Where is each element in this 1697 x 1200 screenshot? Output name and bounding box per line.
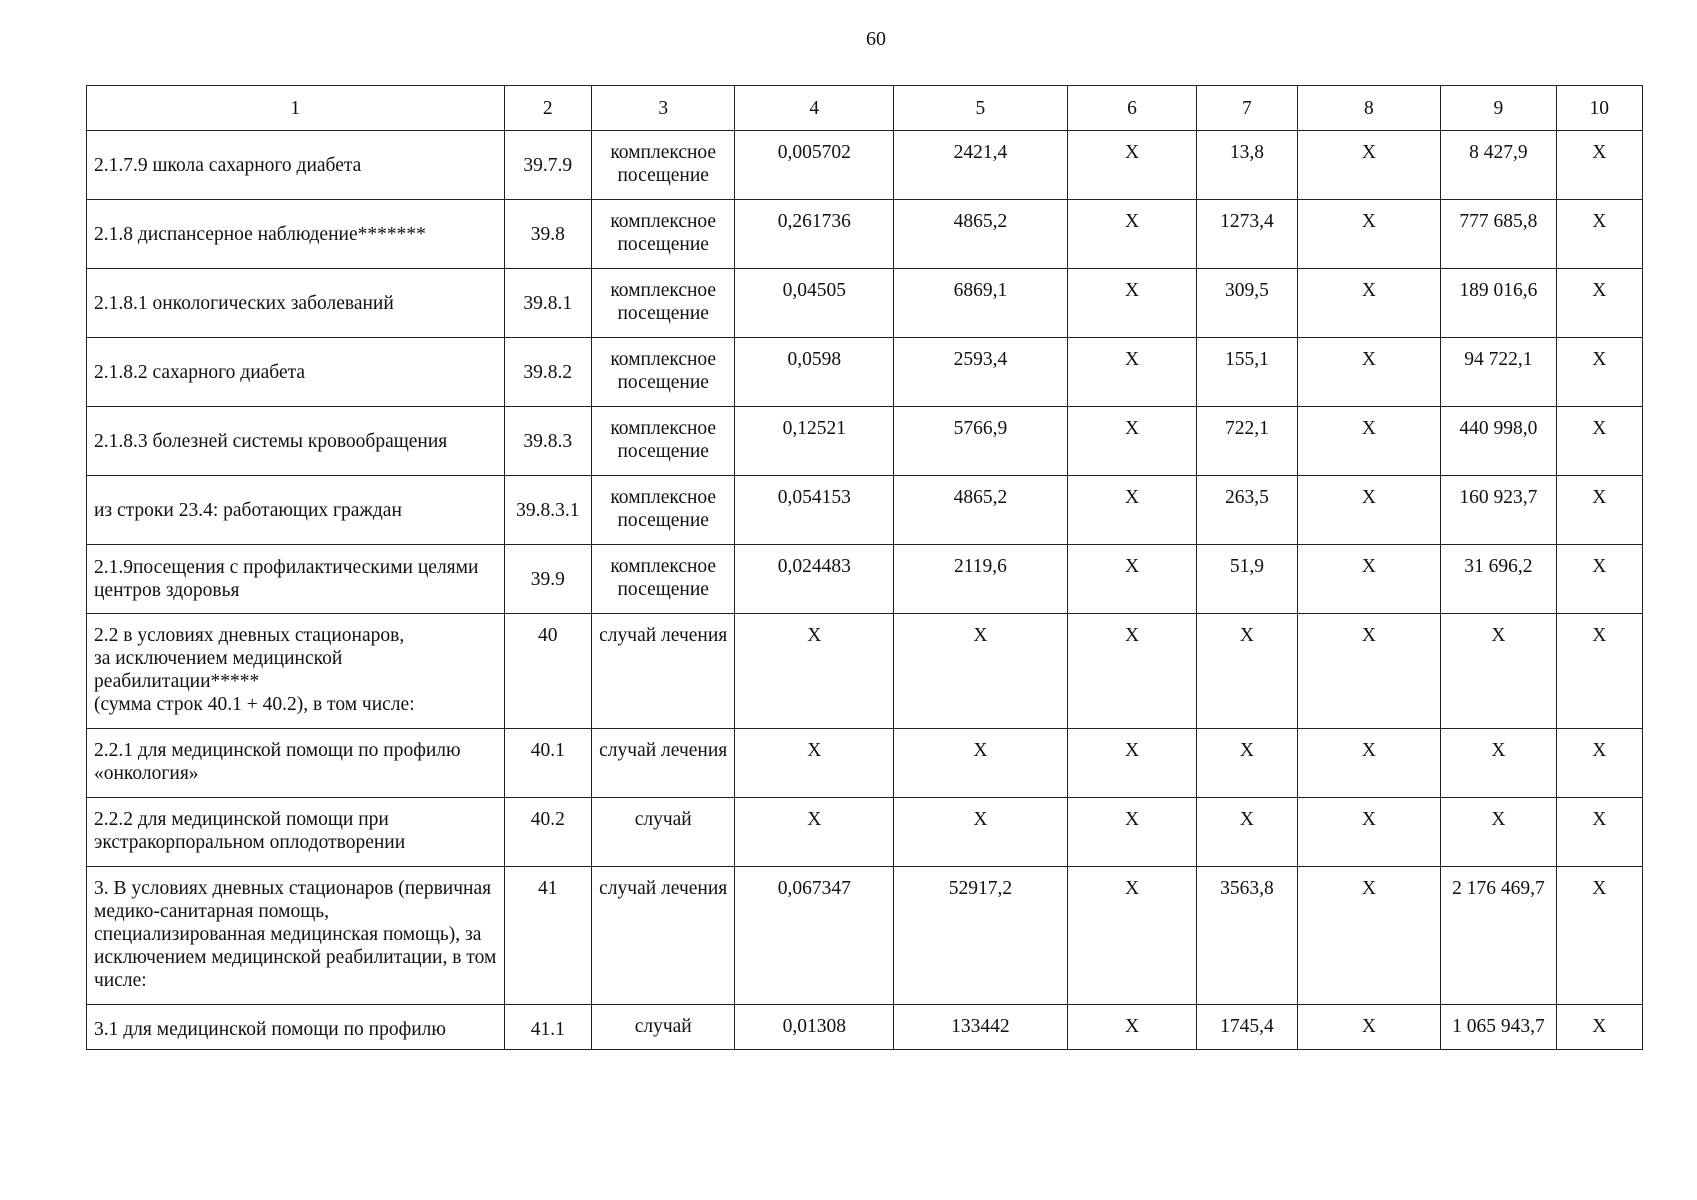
value-cell [1297,545,1441,614]
row-name: 2.1.8.2 сахарного диабета [94,361,306,383]
row-name: 2.2.2 для медицинской помощи при экстракорпоральном оплодотворении [94,809,406,853]
row-unit-cell [591,545,735,614]
value-cell [1297,131,1441,200]
value-c8: X [1361,211,1376,232]
row-unit: комплексное посещение [610,142,717,186]
column-header: 9 [1441,86,1556,131]
value-c4: 0,01308 [782,1016,846,1037]
value-cell [1556,131,1642,200]
value-cell [1067,614,1196,729]
value-c9: 94 722,1 [1464,349,1533,370]
value-cell [1197,614,1297,729]
value-cell [735,269,894,338]
value-cell [1067,338,1196,407]
value-c7: 1745,4 [1220,1016,1274,1037]
value-cell [1197,407,1297,476]
value-cell [1067,407,1196,476]
value-cell [894,798,1068,867]
value-cell [1067,476,1196,545]
value-c9: 31 696,2 [1464,556,1533,577]
row-name: 3.1 для медицинской помощи по профилю [94,1018,446,1040]
row-unit: комплексное посещение [610,211,717,255]
value-c9: X [1491,740,1506,761]
value-c6: X [1124,142,1140,163]
value-c9: 2 176 469,7 [1452,878,1545,899]
value-c7: 309,5 [1224,280,1269,301]
table-row [87,729,1643,798]
value-cell [1441,1005,1556,1050]
value-cell [1556,614,1642,729]
value-cell [1556,798,1642,867]
value-c8: X [1361,142,1376,163]
column-header: 3 [591,86,735,131]
table-row [87,545,1643,614]
value-cell [1441,545,1556,614]
value-cell [894,407,1068,476]
table-row [87,614,1643,729]
value-c5: 2119,6 [953,556,1007,577]
value-cell [894,200,1068,269]
value-cell [1441,200,1556,269]
row-unit-cell [591,867,735,1005]
row-unit: комплексное посещение [610,280,717,324]
column-header: 6 [1067,86,1196,131]
column-header: 8 [1297,86,1441,131]
value-cell [1441,729,1556,798]
column-header: 4 [735,86,894,131]
value-c6: X [1124,1016,1140,1037]
row-name-cell [87,131,505,200]
value-cell [1441,338,1556,407]
value-c8: X [1361,280,1376,301]
row-name-cell [87,407,505,476]
value-c4: 0,005702 [777,142,851,163]
row-unit-cell [591,614,735,729]
value-cell [1197,798,1297,867]
value-cell [1556,200,1642,269]
row-name: 2.1.8 диспансерное наблюдение******* [94,223,426,245]
value-cell [1556,407,1642,476]
value-c9: 8 427,9 [1469,142,1528,163]
row-code-cell [504,1005,591,1050]
value-cell [1556,269,1642,338]
value-c4: X [807,809,822,830]
value-c7: X [1239,809,1254,830]
value-cell [735,200,894,269]
row-code: 39.8 [530,223,565,245]
row-name-cell [87,269,505,338]
row-unit: случай [634,1016,692,1037]
value-c8: X [1361,1016,1376,1037]
table-row [87,867,1643,1005]
value-c10: X [1592,625,1607,646]
value-c6: X [1124,556,1140,577]
value-cell [1297,867,1441,1005]
value-cell [735,476,894,545]
value-cell [1441,407,1556,476]
value-cell [894,338,1068,407]
row-code: 39.8.1 [523,292,573,314]
row-code-cell [504,798,591,867]
value-c10: X [1592,142,1607,163]
value-c6: X [1124,211,1140,232]
value-c5: X [973,809,988,830]
value-c6: X [1124,418,1140,439]
value-c6: X [1124,487,1140,508]
value-c7: 263,5 [1224,487,1269,508]
column-header: 1 [87,86,505,131]
value-cell [1297,729,1441,798]
value-cell [1067,131,1196,200]
value-c7: 1273,4 [1220,211,1274,232]
value-cell [1556,867,1642,1005]
value-c8: X [1361,625,1376,646]
value-cell [735,729,894,798]
value-c10: X [1592,878,1607,899]
value-cell [1441,798,1556,867]
data-table [86,85,1643,1050]
value-cell [894,476,1068,545]
value-cell [1197,729,1297,798]
value-c7: X [1239,740,1254,761]
value-cell [1556,476,1642,545]
row-name: 2.1.9посещения с профилактическими целями центров здоровья [94,557,479,601]
row-code-cell [504,545,591,614]
value-cell [1297,1005,1441,1050]
value-c5: 6869,1 [953,280,1008,301]
value-c9: 189 016,6 [1459,280,1538,301]
row-code-cell [504,614,591,729]
row-name: из строки 23.4: работающих граждан [94,499,402,521]
value-c10: X [1592,809,1607,830]
value-c6: X [1124,280,1140,301]
value-cell [894,867,1068,1005]
value-c4: 0,024483 [777,556,851,577]
value-cell [894,729,1068,798]
row-code-cell [504,476,591,545]
table-row [87,476,1643,545]
value-cell [1197,131,1297,200]
value-cell [1441,867,1556,1005]
value-cell [894,614,1068,729]
row-unit-cell [591,476,735,545]
row-code-cell [504,269,591,338]
value-c8: X [1361,878,1376,899]
value-c8: X [1361,556,1376,577]
value-cell [1297,200,1441,269]
value-c9: 1 065 943,7 [1452,1016,1545,1037]
value-c10: X [1592,1016,1607,1037]
value-cell [1197,269,1297,338]
value-cell [1441,269,1556,338]
value-cell [1197,476,1297,545]
value-cell [1297,798,1441,867]
value-c6: X [1124,625,1140,646]
row-code: 40.1 [530,740,565,761]
row-unit: случай [634,809,692,830]
row-name-cell [87,476,505,545]
column-header: 7 [1197,86,1297,131]
value-cell [894,1005,1068,1050]
row-unit-cell [591,1005,735,1050]
row-unit: случай лечения [599,740,728,761]
value-cell [894,269,1068,338]
value-c8: X [1361,809,1376,830]
row-code: 39.7.9 [523,154,573,176]
row-code: 41.1 [530,1018,565,1040]
value-cell [1556,1005,1642,1050]
value-c9: 160 923,7 [1459,487,1538,508]
column-header: 5 [894,86,1068,131]
value-c8: X [1361,349,1376,370]
value-cell [1441,131,1556,200]
table-row [87,131,1643,200]
value-c5: 52917,2 [948,878,1013,899]
row-code-cell [504,729,591,798]
row-code-cell [504,867,591,1005]
value-cell [735,614,894,729]
value-c5: 2593,4 [953,349,1008,370]
row-unit: случай лечения [599,878,728,899]
value-c7: 51,9 [1229,556,1264,577]
value-c10: X [1592,487,1607,508]
value-cell [1197,200,1297,269]
row-name: 2.1.7.9 школа сахарного диабета [94,154,362,176]
value-c10: X [1592,211,1607,232]
value-c4: 0,04505 [782,280,846,301]
value-cell [1441,614,1556,729]
value-cell [1067,545,1196,614]
value-c4: 0,12521 [782,418,846,439]
value-c5: 133442 [951,1016,1010,1037]
value-cell [1067,200,1196,269]
table-row [87,200,1643,269]
row-unit-cell [591,729,735,798]
table-header-row [87,86,1643,131]
row-code-cell [504,407,591,476]
page-number: 60 [866,28,886,50]
row-name-cell [87,338,505,407]
row-name-cell [87,729,505,798]
value-cell [1067,798,1196,867]
value-c7: 13,8 [1229,142,1264,163]
value-c5: X [973,740,988,761]
value-cell [735,867,894,1005]
value-cell [1197,867,1297,1005]
column-header: 2 [504,86,591,131]
row-code-cell [504,200,591,269]
value-cell [1556,338,1642,407]
value-c5: 4865,2 [953,211,1008,232]
value-c10: X [1592,280,1607,301]
value-c4: X [807,625,822,646]
value-c8: X [1361,487,1376,508]
row-code-cell [504,338,591,407]
row-code: 39.9 [530,568,565,590]
value-c8: X [1361,418,1376,439]
value-c5: 5766,9 [953,418,1008,439]
row-name: 2.1.8.3 болезней системы кровообращения [94,430,448,452]
row-name-cell [87,200,505,269]
value-c9: 440 998,0 [1459,418,1538,439]
row-unit-cell [591,200,735,269]
value-cell [1556,729,1642,798]
row-name-cell [87,867,505,1005]
value-cell [1297,614,1441,729]
value-c10: X [1592,556,1607,577]
row-code: 39.8.3 [523,430,573,452]
row-unit-cell [591,269,735,338]
value-c9: X [1491,625,1506,646]
row-name: 3. В условиях дневных стационаров (первичная медико-санитарная помощь, специализированная медицинская помощь), за исключением медицинской реабилитации, в том числе: [94,878,497,991]
value-cell [1067,1005,1196,1050]
value-cell [1297,269,1441,338]
row-unit-cell [591,798,735,867]
value-cell [1197,545,1297,614]
value-cell [1297,407,1441,476]
row-name: 2.1.8.1 онкологических заболеваний [94,292,394,314]
value-cell [1556,545,1642,614]
value-c10: X [1592,418,1607,439]
value-cell [1067,729,1196,798]
row-unit-cell [591,338,735,407]
table-row [87,338,1643,407]
row-name-cell [87,798,505,867]
value-cell [1067,867,1196,1005]
row-unit: комплексное посещение [610,418,717,462]
value-cell [1197,338,1297,407]
row-unit-cell [591,407,735,476]
row-name-cell [87,1005,505,1050]
value-c7: 722,1 [1224,418,1269,439]
value-c6: X [1124,740,1140,761]
row-code: 40 [538,625,558,646]
value-c10: X [1592,349,1607,370]
row-code: 41 [538,878,558,899]
row-code: 40.2 [530,809,565,830]
row-code-cell [504,131,591,200]
table-row [87,798,1643,867]
value-c5: X [973,625,988,646]
value-cell [1197,1005,1297,1050]
row-name-cell [87,545,505,614]
value-c4: 0,0598 [787,349,842,370]
value-c6: X [1124,878,1140,899]
value-c6: X [1124,349,1140,370]
value-cell [1441,476,1556,545]
row-code: 39.8.2 [523,361,573,383]
value-cell [1297,338,1441,407]
row-name-cell [87,614,505,729]
value-c9: 777 685,8 [1459,211,1538,232]
value-cell [894,545,1068,614]
row-unit-cell [591,131,735,200]
row-unit: комплексное посещение [610,556,717,600]
value-c5: 4865,2 [953,487,1008,508]
row-code: 39.8.3.1 [516,499,580,521]
value-c6: X [1124,809,1140,830]
value-c4: 0,054153 [777,487,851,508]
value-c7: 3563,8 [1220,878,1274,899]
value-cell [735,545,894,614]
value-c7: 155,1 [1224,349,1269,370]
value-c4: 0,261736 [777,211,851,232]
table-row [87,269,1643,338]
value-cell [1067,269,1196,338]
value-cell [1297,476,1441,545]
row-unit: комплексное посещение [610,487,717,531]
table-row [87,407,1643,476]
value-cell [894,131,1068,200]
value-cell [735,131,894,200]
value-c4: X [807,740,822,761]
value-c4: 0,067347 [777,878,851,899]
value-c9: X [1491,809,1506,830]
value-cell [735,338,894,407]
row-name: 2.2.1 для медицинской помощи по профилю «онкология» [94,740,461,784]
row-unit: случай лечения [599,625,728,646]
value-cell [735,798,894,867]
value-c5: 2421,4 [953,142,1008,163]
row-unit: комплексное посещение [610,349,717,393]
table-row [87,1005,1643,1050]
column-header: 10 [1556,86,1642,131]
value-cell [735,1005,894,1050]
table-body [87,131,1643,1050]
row-name: 2.2 в условиях дневных стационаров, за исключением медицинской реабилитации***** (сумма строк 40.1 + 40.2), в том числе: [94,625,415,715]
value-c10: X [1592,740,1607,761]
value-cell [735,407,894,476]
value-c7: X [1239,625,1254,646]
value-c8: X [1361,740,1376,761]
